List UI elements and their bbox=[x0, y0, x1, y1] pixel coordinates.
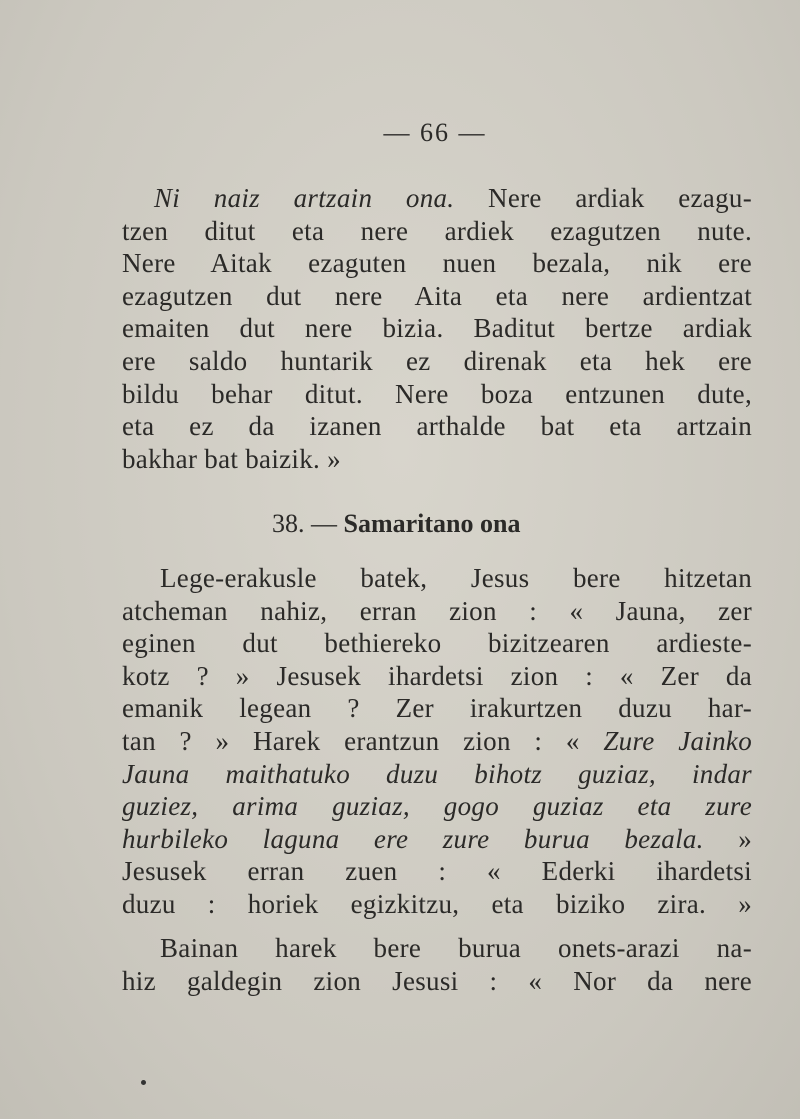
paragraph-samaritan bbox=[122, 562, 752, 921]
text-line: bildu behar ditut. Nere boza entzunen dute, bbox=[122, 378, 752, 409]
text-line: hiz galdegin zion Jesusi : « Nor da nere bbox=[122, 965, 752, 996]
paragraph-who-is-neighbor bbox=[122, 932, 752, 997]
text-line: eta ez da izanen arthalde bat eta artzain bbox=[122, 411, 752, 442]
italic-lead: Ni naiz artzain ona. bbox=[154, 183, 455, 213]
text-line: ere saldo huntarik ez direnak eta hek ere bbox=[122, 345, 752, 376]
text-line: Nere Aitak ezaguten nuen bezala, nik ere bbox=[122, 248, 752, 279]
text-line: Lege-erakusle batek, Jesus bere hitzetan bbox=[160, 563, 752, 593]
text-line: eginen dut bethiereko bizitzearen ardieste- bbox=[122, 628, 752, 659]
text-line: Ni naiz artzain ona. Nere ardiak ezagu- bbox=[154, 183, 752, 213]
text-line: duzu : horiek egizkitzu, eta biziko zira. » bbox=[122, 888, 752, 919]
section-heading bbox=[272, 509, 520, 539]
text-line: atcheman nahiz, erran zion : « Jauna, zer bbox=[122, 595, 752, 626]
text-line: Jesusek erran zuen : « Ederki ihardetsi bbox=[122, 856, 752, 887]
section-title: Samaritano ona bbox=[343, 509, 521, 538]
text-line: ezagutzen dut nere Aita eta nere ardientzat bbox=[122, 280, 752, 311]
text-line: hurbileko laguna ere zure burua bezala. » bbox=[122, 823, 752, 854]
text-line: guziez, arima guziaz, gogo guziaz eta zure bbox=[122, 791, 752, 822]
text-line: tzen ditut eta nere ardiek ezagutzen nute. bbox=[122, 215, 752, 246]
text-line: kotz ? » Jesusek ihardetsi zion : « Zer da bbox=[122, 660, 752, 691]
text-line: emanik legean ? Zer irakurtzen duzu har- bbox=[122, 693, 752, 724]
text-line: Bainan harek bere burua onets-arazi na- bbox=[160, 933, 752, 963]
page-number: — 66 — bbox=[383, 118, 487, 147]
section-number: 38. — bbox=[272, 509, 337, 538]
ink-speck bbox=[141, 1080, 146, 1085]
text-line: Jauna maithatuko duzu bihotz guziaz, indar bbox=[122, 758, 752, 789]
text-line: tan ? » Harek erantzun zion : « Zure Jainko bbox=[122, 725, 752, 756]
text-line: bakhar bat baizik. » bbox=[122, 443, 341, 474]
text-line: emaiten dut nere bizia. Baditut bertze ardiak bbox=[122, 313, 752, 344]
paragraph-good-shepherd bbox=[122, 182, 752, 475]
